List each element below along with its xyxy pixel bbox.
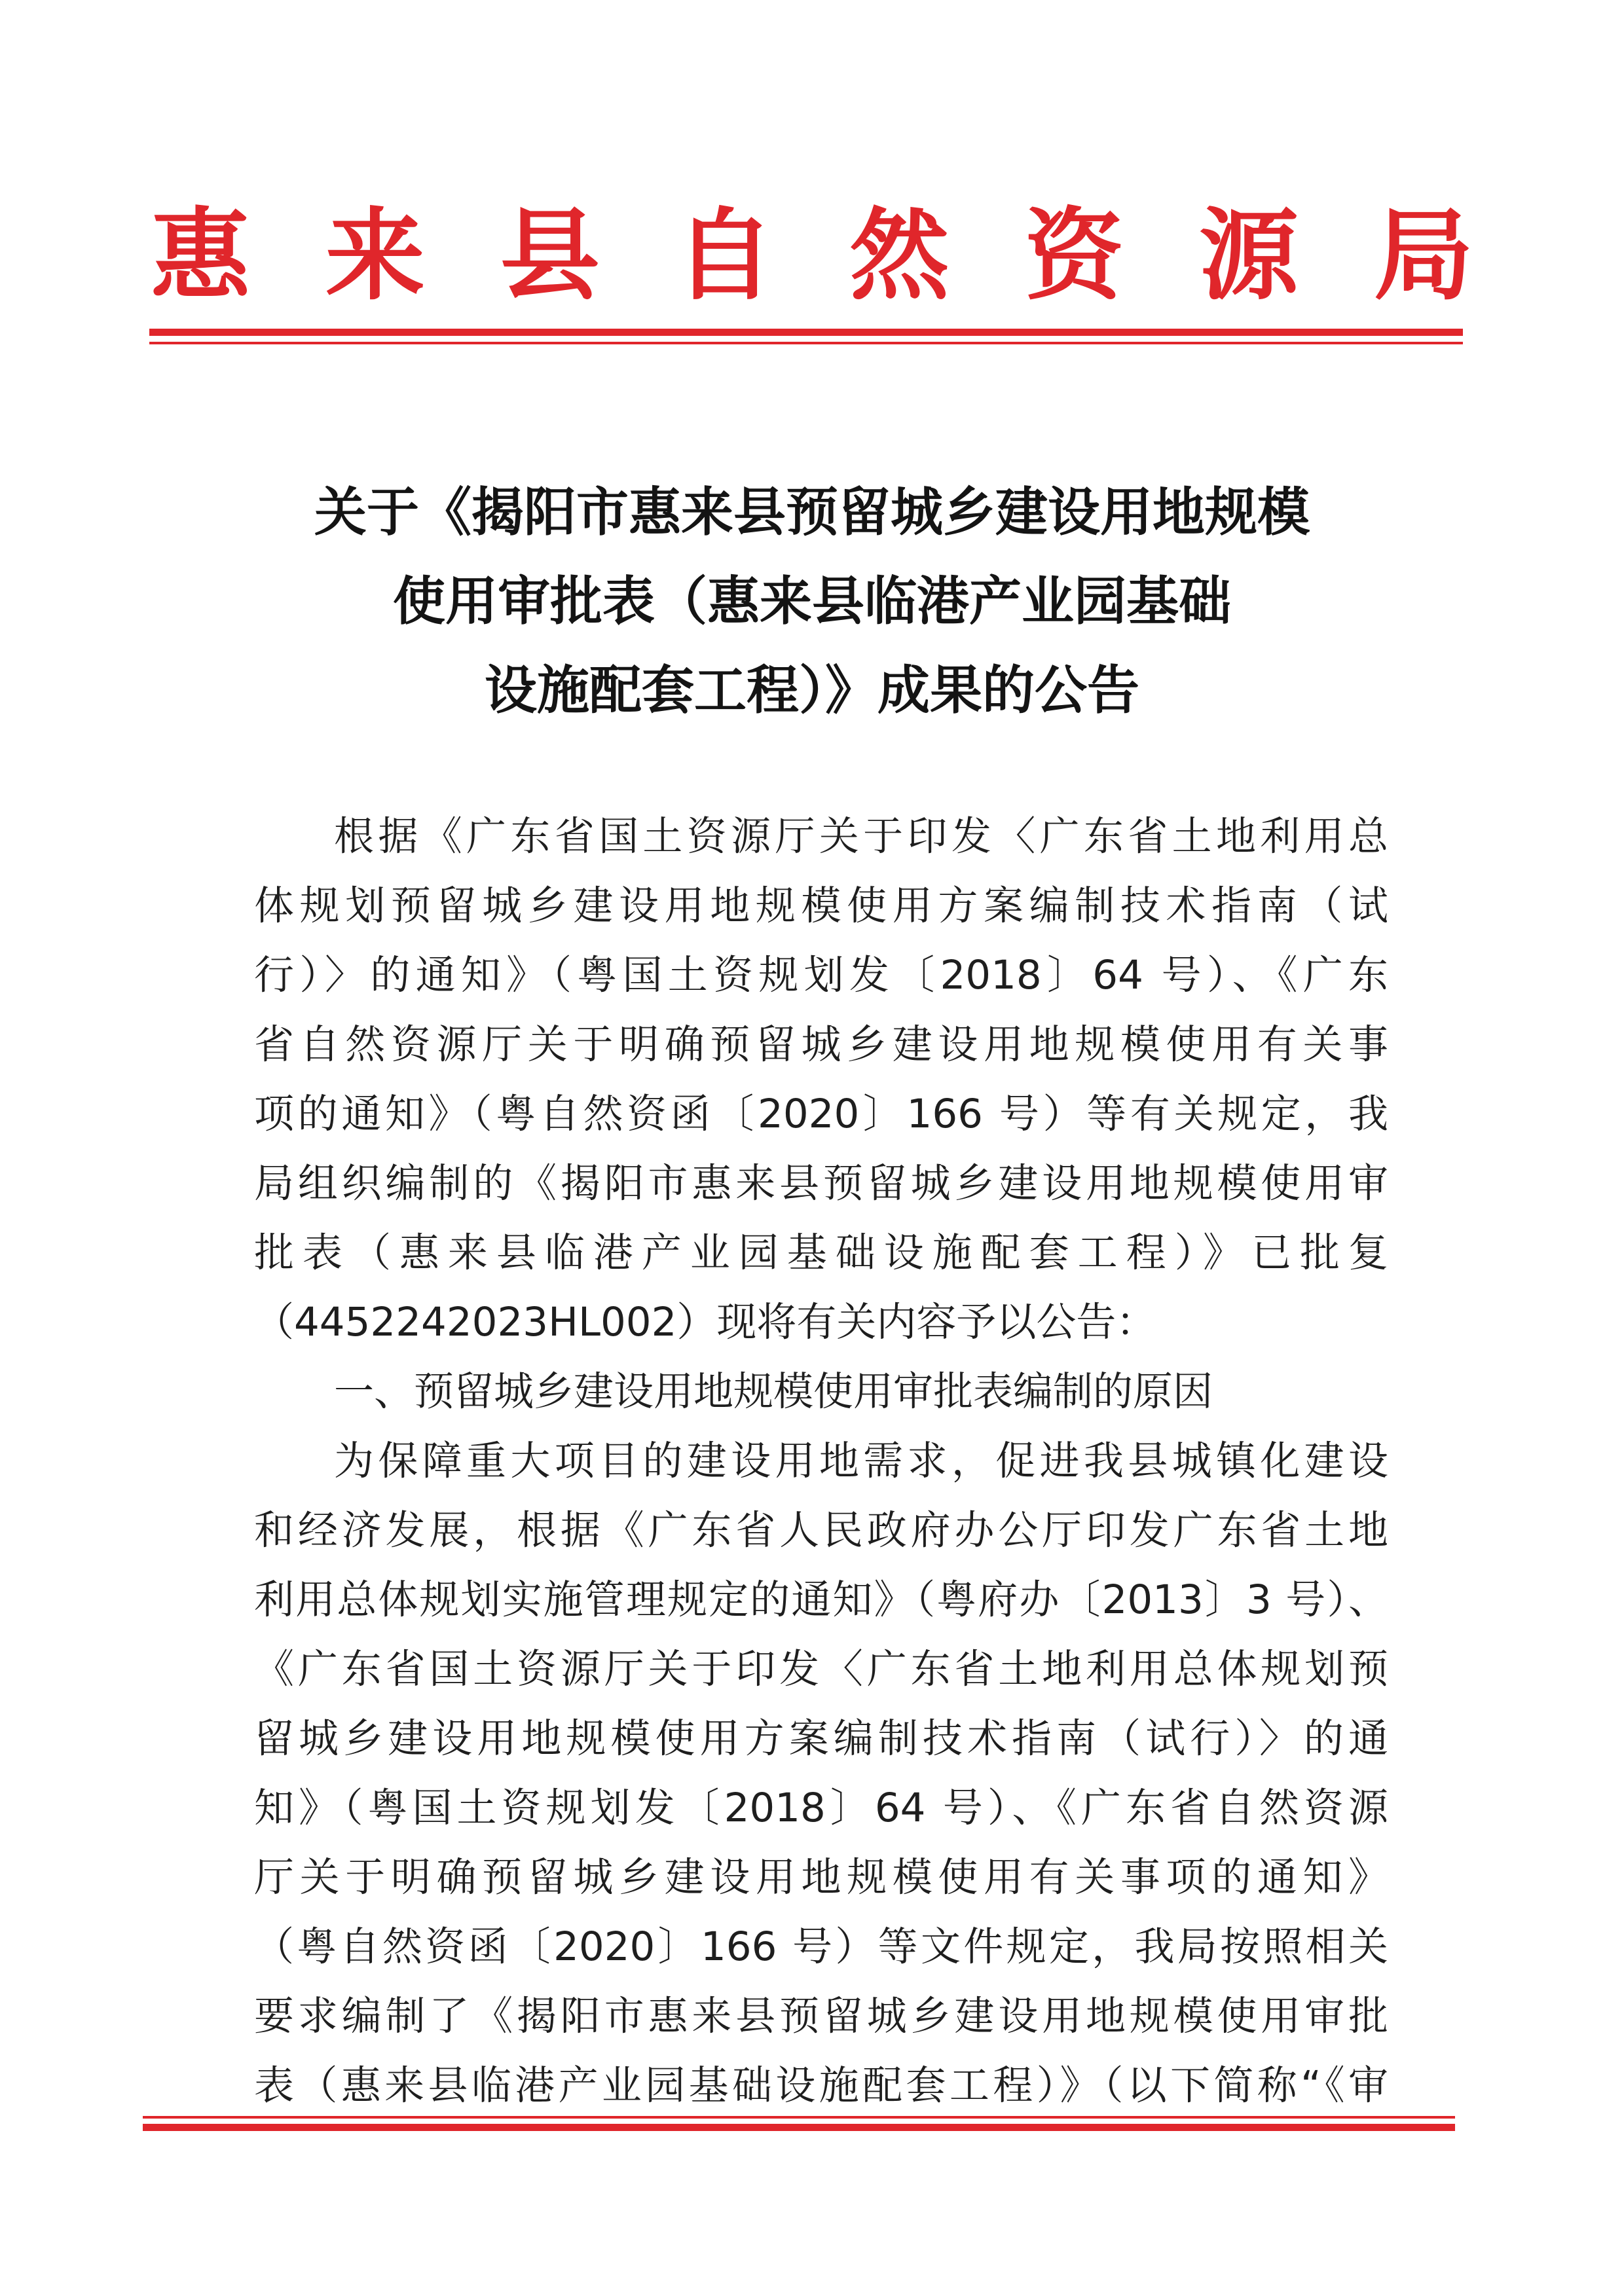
title-line-1: 关于《揭阳市惠来县预留城乡建设用地规模 [314, 482, 1310, 543]
letterhead-char: 自 [674, 196, 775, 314]
body-line: 行）〉的通知》（粤国土资规划发〔2018〕64 号）、《广东 [254, 952, 1388, 998]
body-line: 和经济发展，根据《广东省人民政府办公厅印发广东省土地 [254, 1507, 1388, 1554]
body-line: 表（惠来县临港产业园基础设施配套工程）》（以下简称“《审 [254, 2062, 1388, 2109]
body-line: 为保障重大项目的建设用地需求，促进我县城镇化建设 [334, 1438, 1388, 1484]
body-line: 项的通知》（粤自然资函〔2020〕166 号）等有关规定，我 [254, 1091, 1388, 1137]
letterhead-title [151, 196, 1473, 314]
letterhead-char: 来 [325, 196, 425, 314]
body-line: 要求编制了《揭阳市惠来县预留城乡建设用地规模使用审批 [254, 1993, 1388, 2039]
body-line: 利用总体规划实施管理规定的通知》（粤府办〔2013〕3 号）、 [254, 1576, 1388, 1623]
letterhead-char: 资 [1024, 196, 1124, 314]
title-line-2: 使用审批表（惠来县临港产业园基础 [393, 571, 1231, 632]
letterhead-char: 局 [1373, 196, 1473, 314]
letterhead-char: 县 [500, 196, 600, 314]
top-rule-thick [149, 329, 1463, 336]
body-line: 局组织编制的《揭阳市惠来县预留城乡建设用地规模使用审 [254, 1160, 1388, 1207]
body-line: 厅关于明确预留城乡建设用地规模使用有关事项的通知》 [254, 1854, 1388, 1901]
bottom-rule-thick [143, 2124, 1455, 2131]
body-line: 批表（惠来县临港产业园基础设施配套工程）》已批复 [254, 1230, 1388, 1276]
title-line-3: 设施配套工程）》成果的公告 [485, 660, 1139, 721]
body-line: 留城乡建设用地规模使用方案编制技术指南（试行）〉的通 [254, 1715, 1388, 1762]
body-line: 知》（粤国土资规划发〔2018〕64 号）、《广东省自然资源 [254, 1785, 1388, 1831]
letterhead-char: 源 [1199, 196, 1299, 314]
document-title [196, 468, 1428, 735]
letterhead-char: 然 [849, 196, 950, 314]
letterhead-char: 惠 [151, 196, 250, 314]
body-line: 根据《广东省国土资源厅关于印发〈广东省土地利用总 [334, 813, 1388, 860]
body-line: （粤自然资函〔2020〕166 号）等文件规定，我局按照相关 [254, 1923, 1388, 1970]
body-line: （4452242023HL002）现将有关内容予以公告： [254, 1299, 1156, 1345]
body-line: 省自然资源厅关于明确预留城乡建设用地规模使用有关事 [254, 1021, 1388, 1068]
body-line: 体规划预留城乡建设用地规模使用方案编制技术指南（试 [254, 883, 1388, 929]
section-heading: 一、预留城乡建设用地规模使用审批表编制的原因 [334, 1368, 1213, 1415]
document-body [254, 802, 1388, 2121]
top-rule-thin [149, 342, 1463, 344]
body-line: 《广东省国土资源厅关于印发〈广东省土地利用总体规划预 [254, 1646, 1388, 1692]
bottom-rule-thin [143, 2116, 1455, 2119]
